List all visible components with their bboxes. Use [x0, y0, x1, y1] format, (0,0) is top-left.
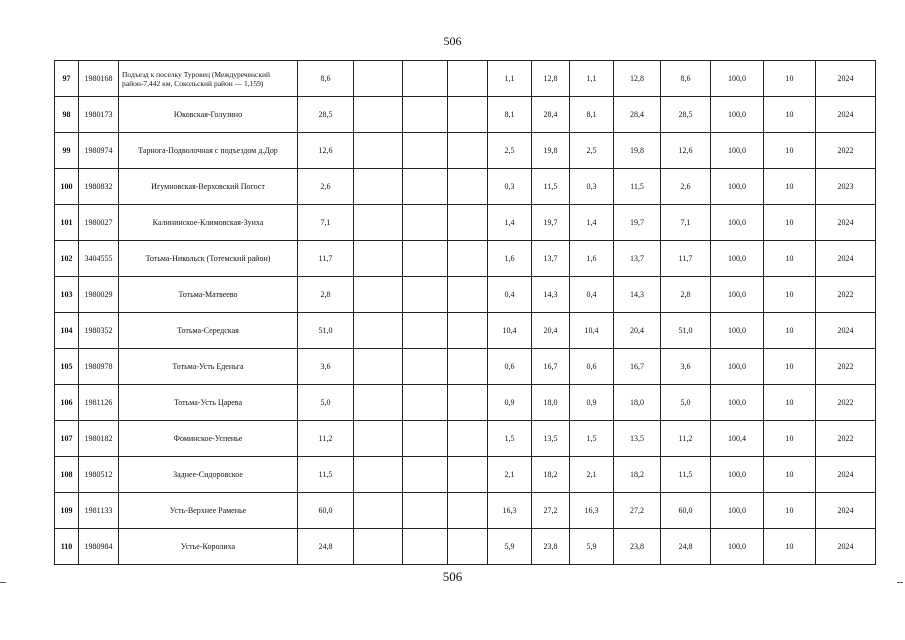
- value-cell: 16,3: [488, 493, 532, 529]
- row-number: 105: [55, 349, 79, 385]
- value-cell: 0,4: [488, 277, 532, 313]
- road-length: 60,0: [298, 493, 354, 529]
- table-row: [55, 349, 876, 385]
- empty-cell: [354, 205, 403, 241]
- value-cell: 2,1: [488, 457, 532, 493]
- road-name: Устье-Королиха: [119, 529, 298, 565]
- value-cell: 10: [764, 529, 816, 565]
- road-length: 11,2: [298, 421, 354, 457]
- value-cell: 8,1: [488, 97, 532, 133]
- value-cell: 12,6: [661, 133, 711, 169]
- empty-cell: [354, 529, 403, 565]
- table-row: [55, 421, 876, 457]
- value-cell: 51,0: [661, 313, 711, 349]
- road-length: 24,8: [298, 529, 354, 565]
- road-name: Подъезд к поселку Туровец (Междуреченский район-7,442 км, Сокольский район — 1,159): [119, 61, 298, 97]
- percent-cell: 100,0: [711, 241, 764, 277]
- road-code: 1980168: [79, 61, 119, 97]
- value-cell: 1,6: [570, 241, 614, 277]
- page-number-bottom: 506: [442, 569, 463, 584]
- percent-cell: 100,0: [711, 493, 764, 529]
- table-row: [55, 457, 876, 493]
- value-cell: 10,4: [570, 313, 614, 349]
- road-name: Тотьма-Усть Царева: [119, 385, 298, 421]
- row-number: 110: [55, 529, 79, 565]
- table-row: [55, 277, 876, 313]
- value-cell: 10: [764, 457, 816, 493]
- empty-cell: [354, 493, 403, 529]
- value-cell: 18,0: [532, 385, 570, 421]
- road-name: Тотьма-Никольск (Тотемский район): [119, 241, 298, 277]
- road-length: 3,6: [298, 349, 354, 385]
- value-cell: 10: [764, 241, 816, 277]
- value-cell: 16,7: [532, 349, 570, 385]
- road-length: 2,8: [298, 277, 354, 313]
- empty-cell: [354, 277, 403, 313]
- scan-edge-mark-right: [897, 582, 903, 583]
- year-cell: 2024: [816, 61, 876, 97]
- value-cell: 1,4: [570, 205, 614, 241]
- value-cell: 13,5: [532, 421, 570, 457]
- year-cell: 2024: [816, 97, 876, 133]
- value-cell: 11,7: [661, 241, 711, 277]
- value-cell: 2,6: [661, 169, 711, 205]
- value-cell: 2,8: [661, 277, 711, 313]
- percent-cell: 100,0: [711, 277, 764, 313]
- road-name: Заднее-Сидоровское: [119, 457, 298, 493]
- road-code: 3404555: [79, 241, 119, 277]
- empty-cell: [354, 169, 403, 205]
- road-length: 28,5: [298, 97, 354, 133]
- row-number: 97: [55, 61, 79, 97]
- value-cell: 19,8: [614, 133, 661, 169]
- percent-cell: 100,0: [711, 529, 764, 565]
- empty-cell: [403, 277, 448, 313]
- value-cell: 10: [764, 169, 816, 205]
- year-cell: 2024: [816, 493, 876, 529]
- road-table: [54, 60, 876, 565]
- value-cell: 3,6: [661, 349, 711, 385]
- value-cell: 10: [764, 385, 816, 421]
- empty-cell: [448, 385, 488, 421]
- value-cell: 10: [764, 313, 816, 349]
- road-code: 1980027: [79, 205, 119, 241]
- road-length: 2,6: [298, 169, 354, 205]
- empty-cell: [354, 349, 403, 385]
- value-cell: 0,3: [570, 169, 614, 205]
- road-code: 1980978: [79, 349, 119, 385]
- value-cell: 20,4: [532, 313, 570, 349]
- percent-cell: 100,0: [711, 349, 764, 385]
- empty-cell: [354, 385, 403, 421]
- table-row: [55, 529, 876, 565]
- road-code: 1980029: [79, 277, 119, 313]
- value-cell: 10: [764, 493, 816, 529]
- empty-cell: [354, 97, 403, 133]
- empty-cell: [448, 133, 488, 169]
- value-cell: 8,6: [661, 61, 711, 97]
- value-cell: 28,5: [661, 97, 711, 133]
- road-length: 11,7: [298, 241, 354, 277]
- value-cell: 11,5: [532, 169, 570, 205]
- road-length: 51,0: [298, 313, 354, 349]
- value-cell: 0,3: [488, 169, 532, 205]
- row-number: 107: [55, 421, 79, 457]
- road-name: Тотьма-Середская: [119, 313, 298, 349]
- value-cell: 10: [764, 277, 816, 313]
- road-code: 1981126: [79, 385, 119, 421]
- table-row: [55, 97, 876, 133]
- value-cell: 10: [764, 133, 816, 169]
- value-cell: 7,1: [661, 205, 711, 241]
- year-cell: 2022: [816, 421, 876, 457]
- value-cell: 24,8: [661, 529, 711, 565]
- year-cell: 2023: [816, 169, 876, 205]
- value-cell: 8,1: [570, 97, 614, 133]
- value-cell: 16,3: [570, 493, 614, 529]
- empty-cell: [403, 385, 448, 421]
- value-cell: 13,7: [532, 241, 570, 277]
- table-row: [55, 61, 876, 97]
- percent-cell: 100,0: [711, 169, 764, 205]
- road-name: Усть-Верхнее Раменье: [119, 493, 298, 529]
- row-number: 99: [55, 133, 79, 169]
- value-cell: 1,5: [488, 421, 532, 457]
- road-code: 1980974: [79, 133, 119, 169]
- empty-cell: [448, 349, 488, 385]
- row-number: 101: [55, 205, 79, 241]
- value-cell: 0,4: [570, 277, 614, 313]
- road-code: 1981133: [79, 493, 119, 529]
- value-cell: 20,4: [614, 313, 661, 349]
- empty-cell: [448, 313, 488, 349]
- value-cell: 10: [764, 205, 816, 241]
- road-length: 5,0: [298, 385, 354, 421]
- empty-cell: [448, 421, 488, 457]
- value-cell: 0,9: [570, 385, 614, 421]
- percent-cell: 100,0: [711, 97, 764, 133]
- empty-cell: [403, 205, 448, 241]
- table-row: [55, 205, 876, 241]
- road-length: 7,1: [298, 205, 354, 241]
- year-cell: 2022: [816, 349, 876, 385]
- value-cell: 10: [764, 61, 816, 97]
- row-number: 104: [55, 313, 79, 349]
- value-cell: 18,0: [614, 385, 661, 421]
- empty-cell: [354, 421, 403, 457]
- empty-cell: [403, 313, 448, 349]
- road-name: Фоминское-Успенье: [119, 421, 298, 457]
- value-cell: 5,9: [488, 529, 532, 565]
- year-cell: 2024: [816, 529, 876, 565]
- value-cell: 18,2: [614, 457, 661, 493]
- empty-cell: [354, 313, 403, 349]
- road-code: 1980182: [79, 421, 119, 457]
- table-row: [55, 169, 876, 205]
- value-cell: 28,4: [614, 97, 661, 133]
- percent-cell: 100,0: [711, 205, 764, 241]
- value-cell: 27,2: [532, 493, 570, 529]
- road-code: 1980512: [79, 457, 119, 493]
- road-code: 1980352: [79, 313, 119, 349]
- value-cell: 11,2: [661, 421, 711, 457]
- empty-cell: [354, 457, 403, 493]
- value-cell: 13,7: [614, 241, 661, 277]
- row-number: 100: [55, 169, 79, 205]
- value-cell: 23,8: [614, 529, 661, 565]
- empty-cell: [448, 205, 488, 241]
- row-number: 102: [55, 241, 79, 277]
- road-length: 12,6: [298, 133, 354, 169]
- value-cell: 1,1: [570, 61, 614, 97]
- empty-cell: [448, 169, 488, 205]
- table-row: [55, 385, 876, 421]
- value-cell: 14,3: [614, 277, 661, 313]
- empty-cell: [403, 529, 448, 565]
- empty-cell: [448, 493, 488, 529]
- empty-cell: [403, 241, 448, 277]
- road-code: 1980832: [79, 169, 119, 205]
- percent-cell: 100,0: [711, 133, 764, 169]
- row-number: 109: [55, 493, 79, 529]
- percent-cell: 100,0: [711, 385, 764, 421]
- percent-cell: 100,0: [711, 61, 764, 97]
- value-cell: 19,8: [532, 133, 570, 169]
- value-cell: 12,8: [614, 61, 661, 97]
- value-cell: 18,2: [532, 457, 570, 493]
- value-cell: 11,5: [614, 169, 661, 205]
- road-code: 1980984: [79, 529, 119, 565]
- value-cell: 10: [764, 97, 816, 133]
- value-cell: 2,5: [570, 133, 614, 169]
- empty-cell: [403, 133, 448, 169]
- road-name: Тотьма-Матвеево: [119, 277, 298, 313]
- value-cell: 60,0: [661, 493, 711, 529]
- road-length: 8,6: [298, 61, 354, 97]
- value-cell: 1,6: [488, 241, 532, 277]
- value-cell: 27,2: [614, 493, 661, 529]
- value-cell: 5,9: [570, 529, 614, 565]
- value-cell: 1,1: [488, 61, 532, 97]
- value-cell: 11,5: [661, 457, 711, 493]
- road-name: Юковская-Голузино: [119, 97, 298, 133]
- road-name: Тарнога-Подволочная с подъездом д.Дор: [119, 133, 298, 169]
- road-code: 1980173: [79, 97, 119, 133]
- row-number: 106: [55, 385, 79, 421]
- year-cell: 2024: [816, 241, 876, 277]
- empty-cell: [354, 133, 403, 169]
- value-cell: 2,5: [488, 133, 532, 169]
- year-cell: 2024: [816, 205, 876, 241]
- year-cell: 2024: [816, 457, 876, 493]
- year-cell: 2024: [816, 313, 876, 349]
- value-cell: 0,6: [488, 349, 532, 385]
- row-number: 103: [55, 277, 79, 313]
- empty-cell: [354, 241, 403, 277]
- value-cell: 10: [764, 349, 816, 385]
- empty-cell: [448, 97, 488, 133]
- percent-cell: 100,0: [711, 313, 764, 349]
- empty-cell: [448, 241, 488, 277]
- table-row: [55, 493, 876, 529]
- table-row: [55, 241, 876, 277]
- empty-cell: [448, 457, 488, 493]
- value-cell: 0,9: [488, 385, 532, 421]
- value-cell: 10,4: [488, 313, 532, 349]
- scan-edge-mark-left: [0, 582, 6, 583]
- row-number: 98: [55, 97, 79, 133]
- value-cell: 23,8: [532, 529, 570, 565]
- road-name: Калининское-Климовская-Зуиха: [119, 205, 298, 241]
- value-cell: 12,8: [532, 61, 570, 97]
- empty-cell: [448, 277, 488, 313]
- empty-cell: [403, 61, 448, 97]
- table-row: [55, 133, 876, 169]
- value-cell: 19,7: [532, 205, 570, 241]
- year-cell: 2022: [816, 385, 876, 421]
- year-cell: 2022: [816, 277, 876, 313]
- empty-cell: [403, 97, 448, 133]
- empty-cell: [403, 457, 448, 493]
- year-cell: 2022: [816, 133, 876, 169]
- table-row: [55, 313, 876, 349]
- value-cell: 13,5: [614, 421, 661, 457]
- road-name: Игумновская-Верховский Погост: [119, 169, 298, 205]
- empty-cell: [403, 349, 448, 385]
- value-cell: 2,1: [570, 457, 614, 493]
- page-number-top: 506: [443, 34, 462, 48]
- value-cell: 16,7: [614, 349, 661, 385]
- empty-cell: [403, 169, 448, 205]
- value-cell: 5,0: [661, 385, 711, 421]
- road-name: Тотьма-Усть Еденьга: [119, 349, 298, 385]
- percent-cell: 100,0: [711, 457, 764, 493]
- value-cell: 1,5: [570, 421, 614, 457]
- value-cell: 19,7: [614, 205, 661, 241]
- empty-cell: [403, 493, 448, 529]
- percent-cell: 100,4: [711, 421, 764, 457]
- row-number: 108: [55, 457, 79, 493]
- empty-cell: [448, 61, 488, 97]
- value-cell: 28,4: [532, 97, 570, 133]
- value-cell: 10: [764, 421, 816, 457]
- empty-cell: [354, 61, 403, 97]
- value-cell: 0,6: [570, 349, 614, 385]
- empty-cell: [448, 529, 488, 565]
- value-cell: 1,4: [488, 205, 532, 241]
- road-length: 11,5: [298, 457, 354, 493]
- empty-cell: [403, 421, 448, 457]
- value-cell: 14,3: [532, 277, 570, 313]
